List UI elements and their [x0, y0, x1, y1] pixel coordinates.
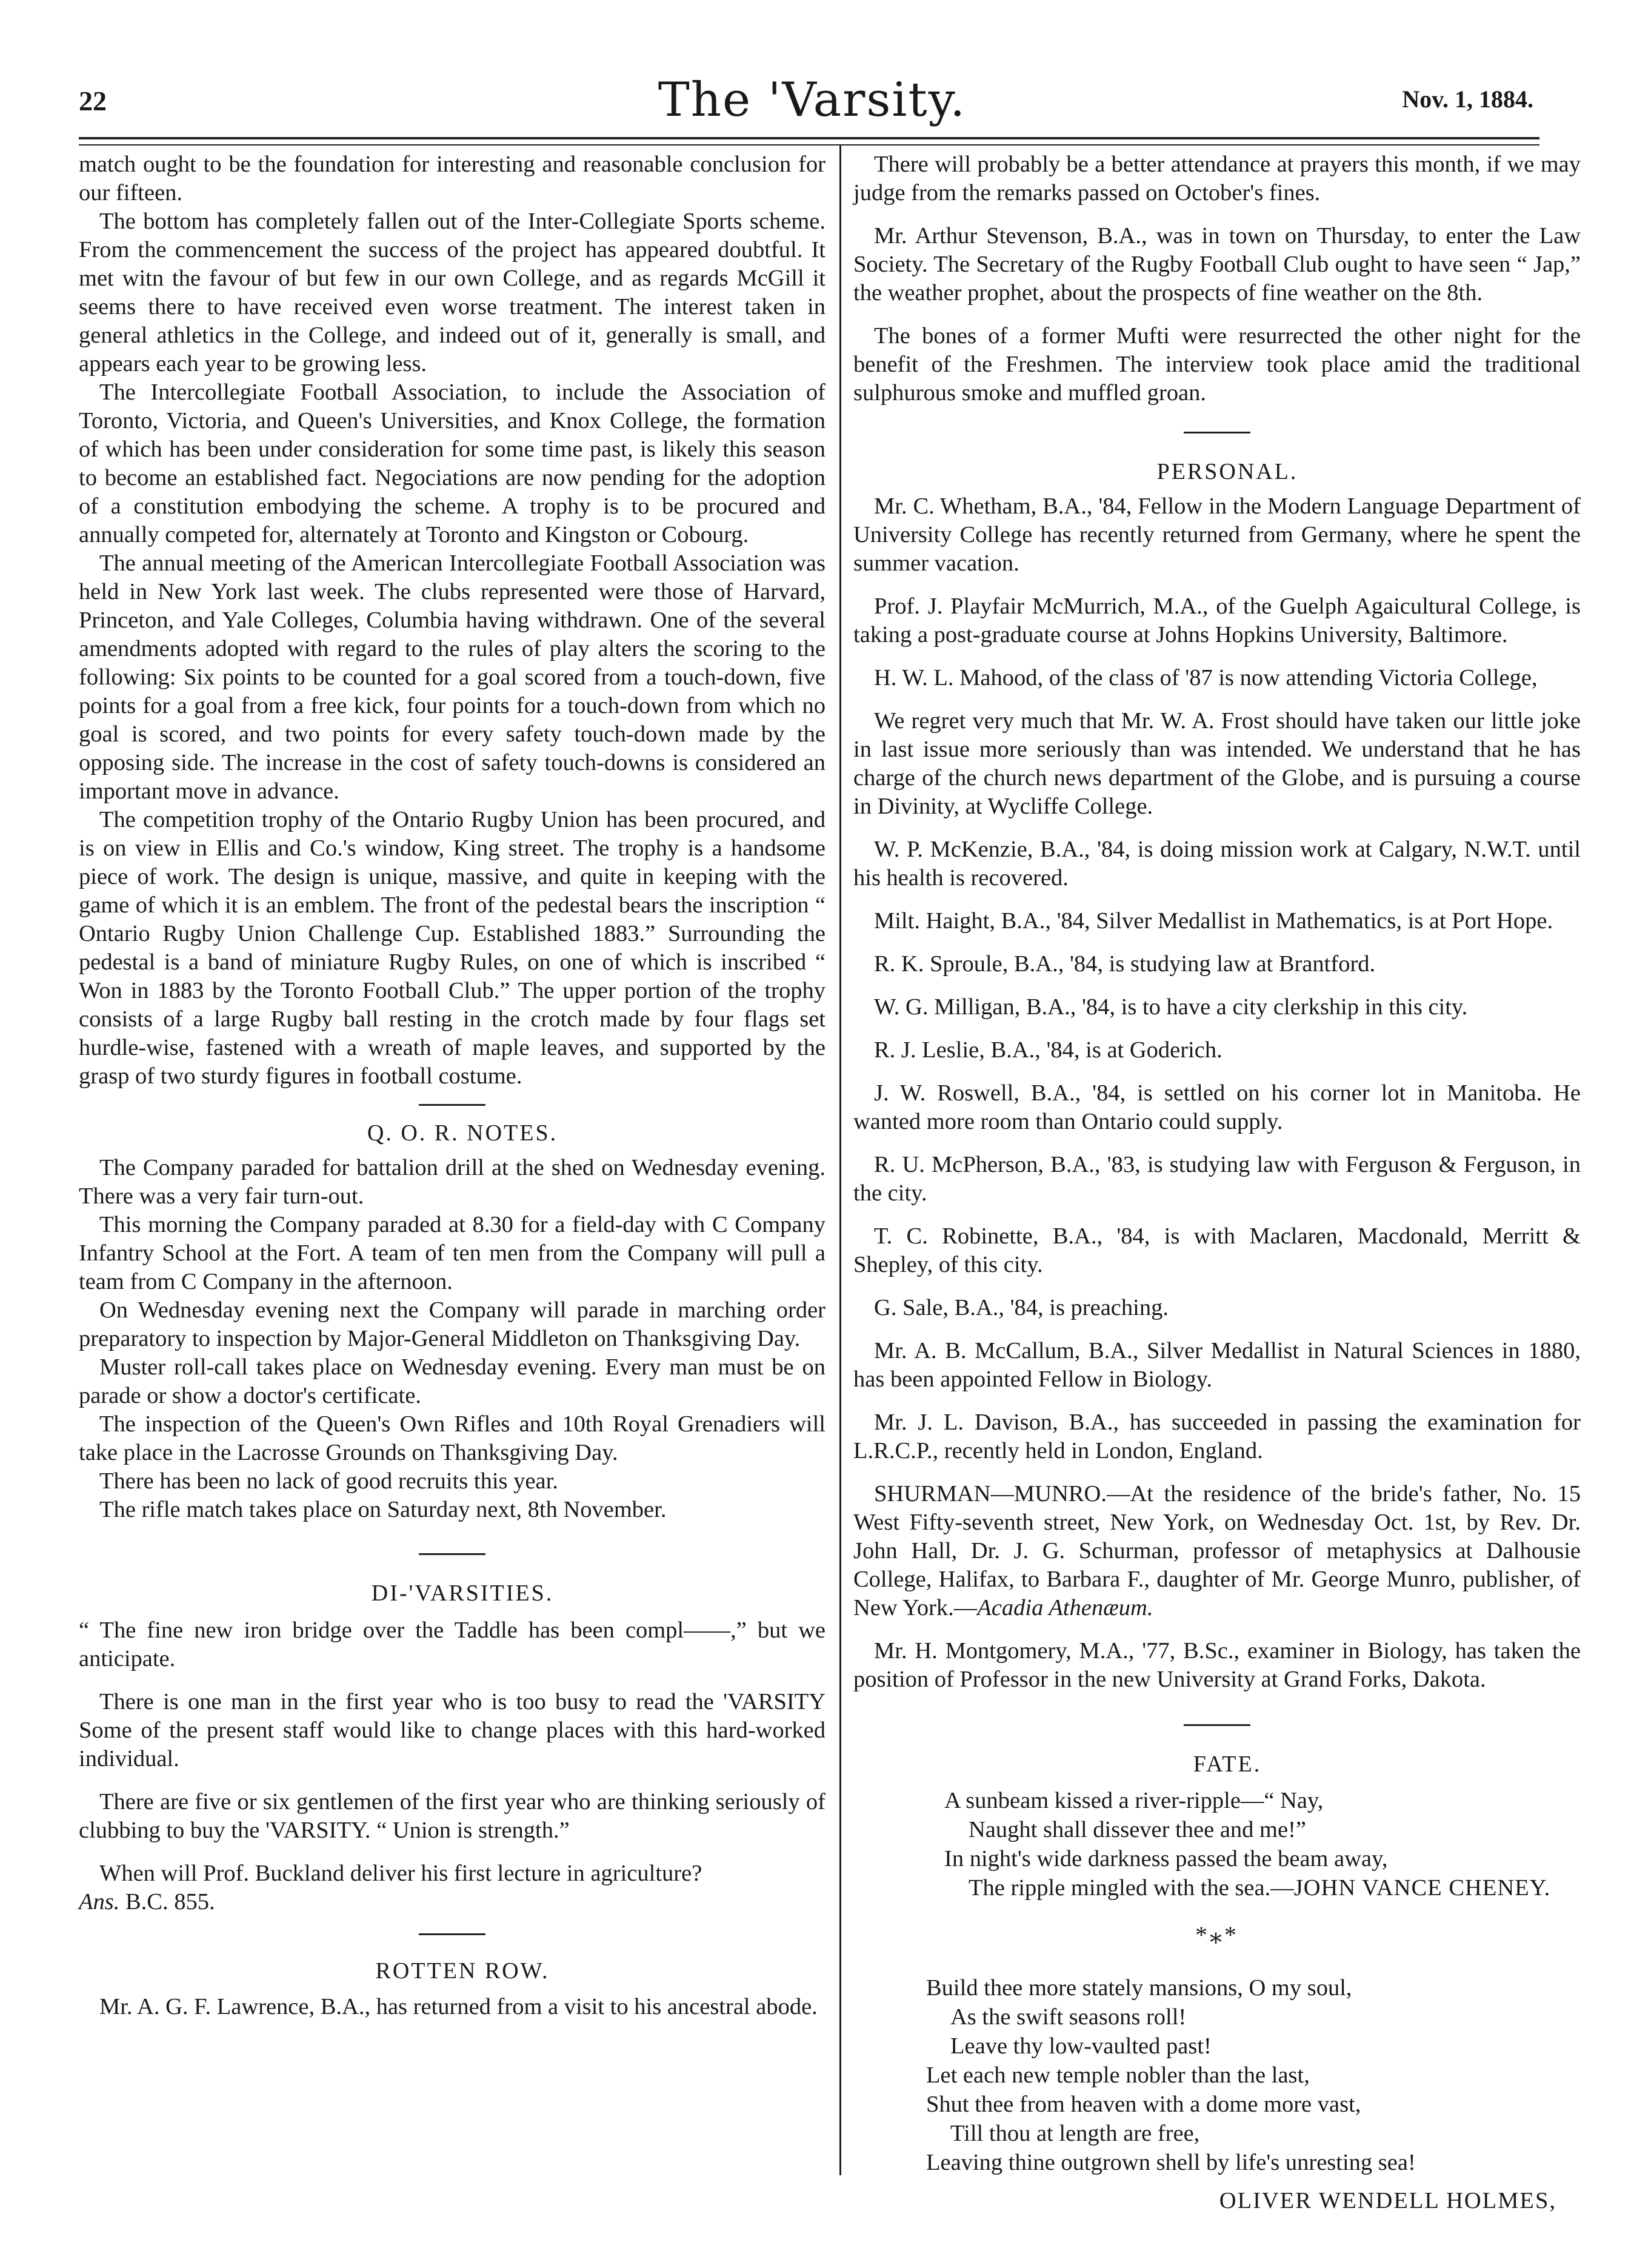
issue-date: Nov. 1, 1884.: [1402, 85, 1533, 113]
personal-item: H. W. L. Mahood, of the class of '87 is now attending Victoria College,: [874, 665, 1538, 691]
poem-author: JOHN VANCE CHENEY.: [1293, 1875, 1551, 1901]
personal-item: T. C. Robinette, B.A., '84, is with Maclaren, Macdonald, Merritt & Shepley, of this city.: [853, 1223, 1581, 1277]
section-separator: [1184, 432, 1250, 433]
divarsities-item: There is one man in the first year who is too busy to read the 'VARSITY Some of the present staff would like to change places with this hard-worked individual.: [79, 1689, 826, 1771]
personal-item: G. Sale, B.A., '84, is preaching.: [874, 1295, 1169, 1320]
personal-item: R. U. McPherson, B.A., '83, is studying law with Ferguson & Ferguson, in the city.: [853, 1152, 1581, 1206]
article-paragraph: match ought to be the foundation for interesting and reasonable conclusion for our fifteen.: [79, 152, 826, 206]
section-heading-personal: PERSONAL.: [1156, 459, 1298, 484]
qor-note: There has been no lack of good recruits this year.: [99, 1468, 558, 1494]
page-header: [79, 73, 1546, 130]
personal-item: Prof. J. Playfair McMurrich, M.A., of the Guelph Agaicultural College, is taking a post-graduate course at Johns Hopkins University, Baltimore.: [853, 594, 1581, 647]
article-paragraph: The Intercollegiate Football Association, to include the Association of Toronto, Victoria, and Queen's Universities, and Knox College, the formation of which has been under consideration for some time past, is likely this season to become an established fact. Negociations are now pending for the adoption of a constitution embodying the scheme. A trophy is to be procured and annually competed for, alternately at Toronto and Kingston or Cobourg.: [79, 380, 826, 547]
personal-item: R. K. Sproule, B.A., '84, is studying law at Brantford.: [874, 951, 1376, 977]
poem-line-text: The ripple mingled with the sea.—: [969, 1875, 1294, 1901]
poem-title-fate: FATE.: [1193, 1751, 1262, 1777]
column-divider: [839, 144, 841, 2175]
personal-item: Mr. H. Montgomery, M.A., '77, B.Sc., examiner in Biology, has taken the position of Professor in the new University at Grand Forks, Dakota.: [853, 1638, 1581, 1692]
personal-item: Mr. J. L. Davison, B.A., has succeeded in passing the examination for L.R.C.P., recently held in London, England.: [853, 1410, 1581, 1463]
section-heading-divarsities: DI-'VARSITIES.: [371, 1581, 554, 1606]
poem-line: Till thou at length are free,: [950, 2121, 1200, 2146]
section-heading-qor: Q. O. R. NOTES.: [367, 1120, 558, 1146]
header-rule-thin: [79, 144, 1539, 146]
answer-text: B.C. 855.: [125, 1889, 215, 1915]
poem-line: As the swift seasons roll!: [950, 2004, 1187, 2030]
qor-note: This morning the Company paraded at 8.30 for a field-day with C Company Infantry School at the Fort. A team of ten men from the Company will pull a team from C Company in the afternoon.: [79, 1212, 826, 1294]
page-number: 22: [79, 85, 107, 116]
masthead-title: The 'Varsity.: [658, 73, 967, 127]
header-rule: [79, 137, 1539, 139]
poem-line: Let each new temple nobler than the last,: [926, 2062, 1310, 2088]
right-column: [853, 150, 1581, 2215]
personal-item: Mr. A. B. McCallum, B.A., Silver Medallist in Natural Sciences in 1880, has been appointed Fellow in Biology.: [853, 1338, 1581, 1392]
marriage-names: SHURMAN—MUNRO.: [874, 1481, 1107, 1507]
personal-item: W. P. McKenzie, B.A., '84, is doing mission work at Calgary, N.W.T. until his health is recovered.: [853, 837, 1581, 891]
divarsities-item: There are five or six gentlemen of the first year who are thinking seriously of clubbing to buy the 'VARSITY. “ Union is strength.”: [79, 1789, 826, 1843]
poem-author-holmes: OLIVER WENDELL HOLMES,: [1219, 2188, 1556, 2213]
section-heading-rotten-row: ROTTEN ROW.: [375, 1958, 550, 1984]
poem-line: In night's wide darkness passed the beam away,: [944, 1846, 1388, 1872]
personal-item: J. W. Roswell, B.A., '84, is settled on his corner lot in Manitoba. He wanted more room than Ontario could supply.: [853, 1080, 1581, 1134]
article-paragraph: The bottom has completely fallen out of the Inter-Collegiate Sports scheme. From the commencement the success of the project has appeared doubtful. It met witn the favour of but few in our own College, and as regards McGill it seems there to have received even worse treatment. The interest taken in general athletics in the College, and indeed out of it, generally is small, and appears each year to be growing less.: [79, 209, 826, 376]
rotten-row-item: Mr. Arthur Stevenson, B.A., was in town on Thursday, to enter the Law Society. The Secretary of the Rugby Football Club ought to have seen “ Jap,” the weather prophet, about the prospects of fine weather on the 8th.: [853, 223, 1581, 306]
left-column: [79, 150, 826, 2021]
poem-line: Leave thy low-vaulted past!: [950, 2033, 1212, 2059]
poem-line: Shut thee from heaven with a dome more vast,: [926, 2092, 1361, 2117]
poem-line: Naught shall dissever thee and me!”: [969, 1817, 1306, 1842]
poem-line: Build thee more stately mansions, O my soul,: [926, 1975, 1352, 2001]
marriage-source: Acadia Athenæum.: [977, 1595, 1153, 1621]
poem-holmes: [853, 1973, 1581, 2177]
section-separator: [1184, 1724, 1250, 1726]
article-paragraph: The competition trophy of the Ontario Rugby Union has been procured, and is on view in Ellis and Co.'s window, King street. The trophy is a handsome piece of work. The design is unique, massive, and quite in keeping with the game of which it is an emblem. The front of the pedestal bears the inscription “ Ontario Rugby Union Challenge Cup. Established 1883.” Surrounding the pedestal is a band of miniature Rugby Rules, on one of which is inscribed “ Won in 1883 by the Toronto Football Club.” The upper portion of the trophy consists of a large Rugby ball resting in the crotch made by four flags set hurdle-wise, fastened with a wreath of maple leaves, and supported by the grasp of two sturdy figures in football costume.: [79, 807, 826, 1089]
marriage-text: —At the residence of the bride's father, No. 15 West Fifty-seventh street, New York, on Wednesday Oct. 1st, by Rev. Dr. John Hall, Dr. J. G. Schurman, professor of metaphysics at Dalhousie College, Halifax, to Barbara F., daughter of Mr. George Munro, publisher, of New York.—: [853, 1481, 1581, 1621]
poem-fate: [853, 1786, 1581, 1902]
poem-line: Leaving thine outgrown shell by life's unresting sea!: [926, 2150, 1416, 2175]
rotten-row-item: The bones of a former Mufti were resurrected the other night for the benefit of the Freshmen. The interview took place amid the traditional sulphurous smoke and muffled groan.: [853, 323, 1581, 406]
marriage-notice: [853, 1480, 1581, 1622]
section-separator: [419, 1933, 485, 1935]
poem-line: [944, 1873, 1581, 1902]
section-separator: [419, 1553, 485, 1555]
qor-note: The rifle match takes place on Saturday next, 8th November.: [99, 1497, 667, 1522]
personal-item: R. J. Leslie, B.A., '84, is at Goderich.: [874, 1037, 1222, 1063]
asterism: *⁎*: [1195, 1921, 1239, 1949]
rotten-row-item: Mr. A. G. F. Lawrence, B.A., has returned from a visit to his ancestral abode.: [99, 1994, 818, 2019]
qor-note: The inspection of the Queen's Own Rifles and 10th Royal Grenadiers will take place in the Lacrosse Grounds on Thanksgiving Day.: [79, 1411, 826, 1465]
section-separator: [419, 1104, 485, 1106]
article-paragraph: The annual meeting of the American Intercollegiate Football Association was held in New York last week. The clubs represented were those of Harvard, Princeton, and Yale Colleges, Columbia having withdrawn. One of the several amendments adopted with regard to the rules of play alters the scoring to the following: Six points to be counted for a goal scored from a touch-down, five points for a goal from a free kick, four points for a touch-down from which no goal is scored, and two points for every safety touch-down made by the opposing side. The increase in the cost of safety touch-downs is considered an important move in advance.: [79, 550, 826, 804]
divarsities-item: “ The fine new iron bridge over the Taddle has been compl——,” but we anticipate.: [79, 1617, 826, 1671]
qor-note: On Wednesday evening next the Company will parade in marching order preparatory to inspection by Major-General Middleton on Thanksgiving Day.: [79, 1297, 826, 1351]
qor-note: The Company paraded for battalion drill at the shed on Wednesday evening. There was a very fair turn-out.: [79, 1155, 826, 1209]
personal-item: Milt. Haight, B.A., '84, Silver Medallist in Mathematics, is at Port Hope.: [874, 908, 1553, 934]
personal-item: Mr. C. Whetham, B.A., '84, Fellow in the Modern Language Department of University College has recently returned from Germany, where he spent the summer vacation.: [853, 493, 1581, 576]
qor-note: Muster roll-call takes place on Wednesday evening. Every man must be on parade or show a doctor's certificate.: [79, 1354, 826, 1408]
answer-label: Ans.: [79, 1889, 120, 1915]
divarsities-answer: [79, 1888, 826, 1916]
divarsities-item: When will Prof. Buckland deliver his first lecture in agriculture?: [99, 1861, 702, 1886]
poem-line: A sunbeam kissed a river-ripple—“ Nay,: [944, 1788, 1324, 1813]
personal-item: W. G. Milligan, B.A., '84, is to have a city clerkship in this city.: [874, 994, 1468, 1020]
rotten-row-item: There will probably be a better attendance at prayers this month, if we may judge from the remarks passed on October's fines.: [853, 152, 1581, 206]
personal-item: We regret very much that Mr. W. A. Frost should have taken our little joke in last issue more seriously than was intended. We understand that he has charge of the church news department of the Globe, and is pursuing a course in Divinity, at Wycliffe College.: [853, 708, 1581, 819]
